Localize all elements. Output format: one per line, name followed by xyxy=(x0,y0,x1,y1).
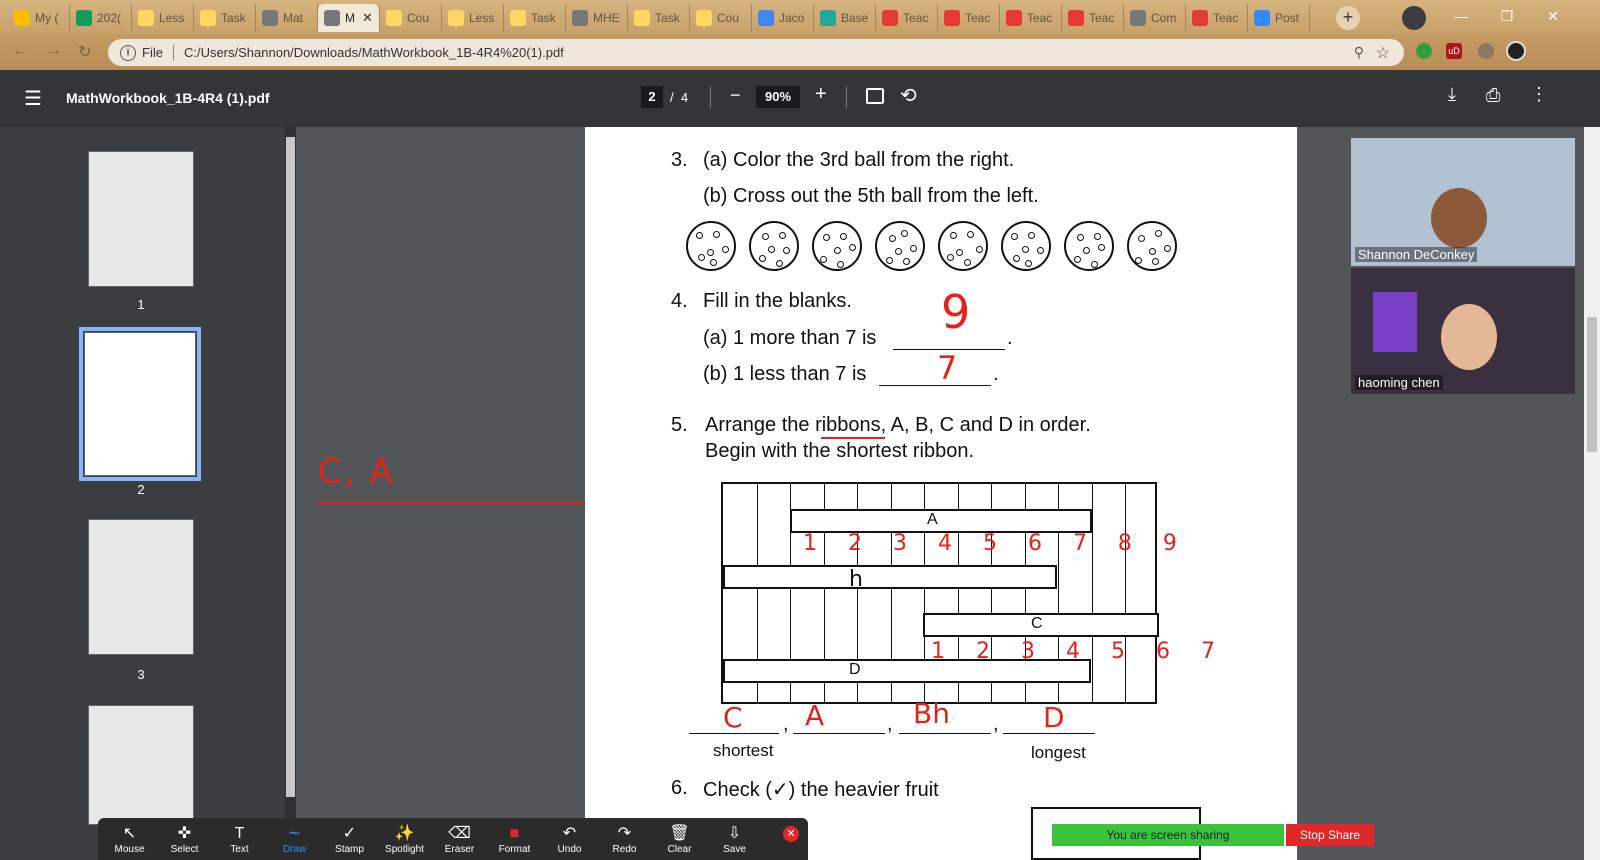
tool-undo[interactable] xyxy=(542,818,597,860)
info-icon[interactable]: i xyxy=(120,45,136,61)
tab-favicon-icon xyxy=(1006,10,1022,26)
mouse-icon: ↖ xyxy=(122,824,137,842)
order-blank xyxy=(793,733,885,734)
page-thumbnail[interactable] xyxy=(88,519,194,655)
comma: , xyxy=(783,713,789,735)
scrollbar-thumb[interactable] xyxy=(1587,317,1597,452)
participant-name: Shannon DeConkey xyxy=(1355,247,1477,262)
ink-count-c: 1 2 3 4 5 6 7 xyxy=(931,639,1227,664)
shortest-label: shortest xyxy=(713,741,774,760)
tool-label: Text xyxy=(230,843,249,855)
tab[interactable] xyxy=(628,4,690,32)
video-tile[interactable] xyxy=(1350,137,1576,267)
undo-icon: ↶ xyxy=(562,824,577,842)
tab-favicon-icon xyxy=(76,10,92,26)
tab-favicon-icon xyxy=(572,10,588,26)
tool-label: Redo xyxy=(612,843,637,855)
ink-order: A xyxy=(805,699,825,732)
tab-favicon-icon xyxy=(882,10,898,26)
question-text: (b) Cross out the 5th ball from the left. xyxy=(703,185,1039,207)
tab-label: Less xyxy=(469,11,495,25)
redo-icon: ↷ xyxy=(617,824,632,842)
tab-label: Task xyxy=(221,11,246,25)
tab-label: Jaco xyxy=(779,11,805,25)
tool-label: Clear xyxy=(667,843,692,855)
tab-label: Task xyxy=(655,11,680,25)
tab[interactable] xyxy=(194,4,256,32)
tab[interactable] xyxy=(442,4,504,32)
document-title: MathWorkbook_1B-4R4 (1).pdf xyxy=(66,90,270,106)
tool-draw[interactable] xyxy=(267,818,322,860)
comma: , xyxy=(993,713,999,735)
thumbnail-label: 3 xyxy=(137,667,145,682)
zoom-level-input[interactable]: 90% xyxy=(756,86,800,108)
eraser-icon: ⌫ xyxy=(448,824,471,842)
page-scrollbar[interactable] xyxy=(1584,127,1600,860)
tab[interactable] xyxy=(504,4,566,32)
thumbnail-sidebar xyxy=(0,127,296,860)
save-icon: ⇩ xyxy=(727,824,742,842)
ribbon-label: D xyxy=(849,661,861,678)
tool-stamp[interactable] xyxy=(322,818,377,860)
question-text: (a) 1 more than 7 is xyxy=(703,327,877,349)
question-text: Check (✓) the heavier fruit xyxy=(703,779,939,801)
divider xyxy=(846,86,847,108)
ink-underline xyxy=(821,437,885,439)
ink-order: C xyxy=(723,701,743,734)
question-number: 3. xyxy=(671,149,688,171)
tab-label: Com xyxy=(1151,11,1177,25)
tab[interactable] xyxy=(1186,4,1248,32)
ball xyxy=(1064,221,1114,271)
tool-format[interactable] xyxy=(487,818,542,860)
tab-favicon-icon xyxy=(510,10,526,26)
thumbnail-label: 2 xyxy=(137,482,145,497)
tool-label: Format xyxy=(498,843,531,855)
clear-icon: 🗑 xyxy=(669,824,690,842)
tab-label: M xyxy=(345,11,355,25)
ink-order: D xyxy=(1043,701,1065,734)
page-total: / 4 xyxy=(670,90,689,105)
tab[interactable] xyxy=(876,4,938,32)
stop-share-button[interactable]: Stop Share xyxy=(1286,824,1374,846)
extension-icon[interactable] xyxy=(1416,43,1432,59)
text-icon: T xyxy=(234,824,245,842)
participant-name: haoming chen xyxy=(1355,375,1443,390)
tab-favicon-icon xyxy=(1192,10,1208,26)
pdf-page xyxy=(585,127,1297,860)
tab-favicon-icon xyxy=(448,10,464,26)
question-text: Begin with the shortest ribbon. xyxy=(705,440,975,462)
tool-spotlight[interactable] xyxy=(377,818,432,860)
page-number-input[interactable]: 2 xyxy=(641,86,663,108)
zoom-in-icon[interactable]: + xyxy=(815,83,827,105)
tab-label: Teac xyxy=(1027,11,1053,25)
ball xyxy=(1001,221,1051,271)
tab-label: Base xyxy=(841,11,869,25)
divider xyxy=(173,45,174,61)
tool-label: Save xyxy=(723,843,746,855)
close-annotation-icon[interactable]: ✕ xyxy=(783,826,799,842)
close-tab-icon[interactable]: ✕ xyxy=(362,10,373,25)
new-tab-button[interactable]: + xyxy=(1336,6,1360,30)
thumbnail-label: 1 xyxy=(137,297,145,312)
tab-label: Task xyxy=(531,11,556,25)
browser-tab-strip xyxy=(0,0,1600,34)
ink-answer: 7 xyxy=(937,349,958,387)
page-thumbnail[interactable] xyxy=(88,151,194,287)
tool-label: Undo xyxy=(557,843,582,855)
ribbon-b xyxy=(723,565,1057,589)
tool-label: Stamp xyxy=(335,843,364,855)
tool-select[interactable] xyxy=(157,818,212,860)
tab-label: Teac xyxy=(1213,11,1239,25)
forward-icon[interactable]: → xyxy=(46,42,62,59)
back-icon[interactable]: ← xyxy=(12,42,28,59)
minimize-button[interactable]: — xyxy=(1454,8,1468,24)
pdf-toolbar xyxy=(0,70,1600,127)
tab-search-button[interactable] xyxy=(1402,6,1426,30)
ribbon-a xyxy=(790,509,1092,533)
tool-label: Eraser xyxy=(444,843,475,855)
rotate-icon[interactable]: ⟲ xyxy=(900,85,917,107)
tab-favicon-icon xyxy=(138,10,154,26)
close-window-button[interactable]: ✕ xyxy=(1547,7,1559,24)
bookmark-star-icon[interactable]: ☆ xyxy=(1375,44,1390,62)
tool-label: Spotlight xyxy=(385,843,424,855)
tab[interactable] xyxy=(814,4,876,32)
tab-label: Post xyxy=(1275,11,1300,25)
ink-mark: h xyxy=(849,567,863,592)
grid-column xyxy=(1125,484,1126,702)
tab-label: MHE xyxy=(593,11,620,25)
question-text: Fill in the blanks. xyxy=(703,290,852,312)
address-bar[interactable] xyxy=(108,39,1404,66)
tool-mouse[interactable] xyxy=(102,818,157,860)
scrollbar-thumb[interactable] xyxy=(286,137,295,797)
ublock-icon[interactable]: uD xyxy=(1446,43,1462,59)
ball xyxy=(1127,221,1177,271)
address-toolbar xyxy=(0,34,1600,70)
tab[interactable] xyxy=(380,4,442,32)
menu-icon[interactable]: ☰ xyxy=(24,88,42,110)
tab[interactable] xyxy=(690,4,752,32)
tool-text[interactable] xyxy=(212,818,267,860)
tab[interactable] xyxy=(8,4,70,32)
period: . xyxy=(993,363,999,385)
zoom-out-icon[interactable]: − xyxy=(730,85,741,105)
spotlight-icon: ✨ xyxy=(394,824,415,842)
tool-label: Draw xyxy=(282,843,307,855)
draw-icon: ∼ xyxy=(287,824,302,842)
comma: , xyxy=(887,713,893,735)
period: . xyxy=(1007,327,1013,349)
zoom-icon[interactable]: ⚲ xyxy=(1353,44,1364,60)
ball xyxy=(686,221,736,271)
tab[interactable] xyxy=(1124,4,1186,32)
fit-page-icon[interactable] xyxy=(866,88,884,104)
profile-avatar[interactable] xyxy=(1506,41,1526,61)
tab[interactable] xyxy=(1248,4,1310,32)
tool-label: Select xyxy=(170,843,199,855)
reload-icon[interactable]: ↻ xyxy=(78,44,92,61)
tab-favicon-icon xyxy=(14,10,30,26)
ribbon-label: A xyxy=(927,511,938,528)
question-number: 6. xyxy=(671,777,688,799)
question-number: 5. xyxy=(671,414,688,436)
participant-face xyxy=(1431,188,1487,248)
background-light xyxy=(1373,292,1417,352)
tool-eraser[interactable] xyxy=(432,818,487,860)
tab-favicon-icon xyxy=(386,10,402,26)
question-text: Arrange the ribbons, A, B, C and D in order. xyxy=(705,414,1091,436)
order-blank xyxy=(899,733,991,734)
tab[interactable] xyxy=(1062,4,1124,32)
tab[interactable] xyxy=(566,4,628,32)
tab-favicon-icon xyxy=(634,10,650,26)
video-tile[interactable] xyxy=(1350,267,1576,395)
ink-count-a: 1 2 3 4 5 6 7 8 9 xyxy=(803,531,1189,556)
tab[interactable] xyxy=(70,4,132,32)
tool-clear[interactable] xyxy=(652,818,707,860)
tab-favicon-icon xyxy=(758,10,774,26)
tab-favicon-icon xyxy=(696,10,712,26)
tool-save[interactable] xyxy=(707,818,762,860)
format-icon: ■ xyxy=(509,824,520,842)
select-icon: ✜ xyxy=(177,824,192,842)
ball xyxy=(875,221,925,271)
ball xyxy=(938,221,988,271)
tab-favicon-icon xyxy=(1068,10,1084,26)
tab-label: Mat xyxy=(283,11,304,25)
annotation-toolbar xyxy=(98,818,808,860)
stamp-icon: ✓ xyxy=(342,824,357,842)
tab-label: 202( xyxy=(97,11,122,25)
download-icon[interactable]: ⤓ xyxy=(1448,84,1456,104)
sidebar-scrollbar[interactable] xyxy=(285,127,296,860)
tab-active[interactable] xyxy=(318,4,380,32)
tab-favicon-icon xyxy=(1130,10,1146,26)
ink-margin-note: C, A xyxy=(318,452,395,492)
tab-favicon-icon xyxy=(820,10,836,26)
question-text: (b) 1 less than 7 is xyxy=(703,363,867,385)
tab[interactable] xyxy=(938,4,1000,32)
answer-blank xyxy=(879,385,991,386)
tab-label: Cou xyxy=(407,11,430,25)
tab[interactable] xyxy=(132,4,194,32)
restore-button[interactable]: ❐ xyxy=(1500,7,1514,24)
tab-label: Teac xyxy=(903,11,929,25)
longest-label: longest xyxy=(1031,743,1086,762)
participant-face xyxy=(1441,304,1497,370)
ribbon-label: C xyxy=(1031,615,1043,632)
ink-answer: 9 xyxy=(941,285,971,339)
tab-label: Teac xyxy=(965,11,991,25)
tab-favicon-icon xyxy=(262,10,278,26)
tab-favicon-icon xyxy=(944,10,960,26)
tab-label: Teac xyxy=(1089,11,1115,25)
url-text[interactable]: C:/Users/Shannon/Downloads/MathWorkbook_1B-4R4%20(1).pdf xyxy=(183,45,564,60)
tab-label: Cou xyxy=(717,11,740,25)
tool-label: Mouse xyxy=(114,843,145,855)
ink-order: Bh xyxy=(913,697,950,730)
scheme-label: File xyxy=(142,45,163,60)
question-number: 4. xyxy=(671,290,688,312)
page-thumbnail-selected[interactable] xyxy=(84,332,196,476)
ball xyxy=(812,221,862,271)
page-thumbnail[interactable] xyxy=(88,705,194,825)
tab-label: My ( xyxy=(35,11,59,25)
more-options-icon[interactable]: ⋮ xyxy=(1530,84,1548,104)
sharing-indicator: You are screen sharing xyxy=(1052,824,1284,846)
extension-puzzle-icon[interactable] xyxy=(1478,43,1494,59)
ball xyxy=(749,221,799,271)
tab-favicon-icon xyxy=(324,10,340,26)
tab-favicon-icon xyxy=(1254,10,1270,26)
tab[interactable] xyxy=(1000,4,1062,32)
tab-label: Less xyxy=(159,11,185,25)
tab[interactable] xyxy=(256,4,318,32)
question-text: (a) Color the 3rd ball from the right. xyxy=(703,149,1015,171)
tab[interactable] xyxy=(752,4,814,32)
tool-redo[interactable] xyxy=(597,818,652,860)
tab-favicon-icon xyxy=(200,10,216,26)
print-icon[interactable]: ⎙ xyxy=(1486,85,1501,105)
divider xyxy=(710,86,711,108)
